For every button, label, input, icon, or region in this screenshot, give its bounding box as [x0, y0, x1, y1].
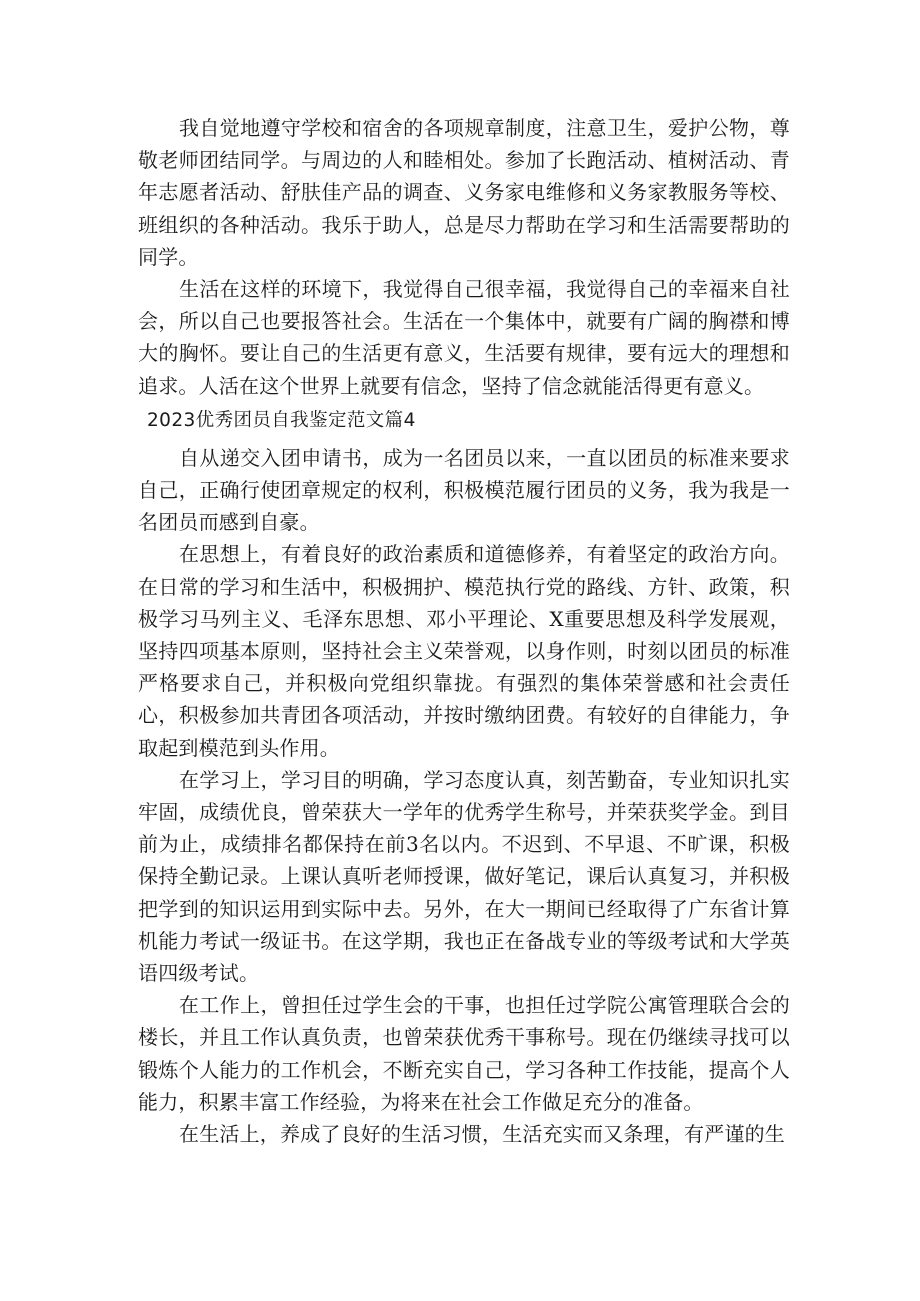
- paragraph-life: 在生活上，养成了良好的生活习惯，生活充实而又条理，有严谨的生: [179, 1122, 785, 1147]
- paragraph-joining-league: 自从递交入团申请书，成为一名团员以来，一直以团员的标准来要求自己，正确行使团章规定的权利，积极模范履行团员的义务，我为我是一名团员而感到自豪。: [138, 445, 790, 535]
- paragraph-study: 在学习上，学习目的明确，学习态度认真，刻苦勤奋，专业知识扎实牢固，成绩优良，曾荣获大一学年的优秀学生称号，并荣获奖学金。到目前为止，成绩排名都保持在前3名以内。不迟到、不早退、不旷课，积极保持全勤记录。上课认真听老师授课，做好笔记，课后认真复习，并积极把学到的知识运用到实际中去。另外，在大一期间已经取得了广东省计算机能力考试一级证书。在这学期，我也正在备战专业的等级考试和大学英语四级考试。: [138, 767, 790, 986]
- paragraph-work: 在工作上，曾担任过学生会的干事，也担任过学院公寓管理联合会的楼长，并且工作认真负责，也曾荣获优秀干事称号。现在仍继续寻找可以锻炼个人能力的工作机会，不断充实自己，学习各种工作技能，提高个人能力，积累丰富工作经验，为将来在社会工作做足充分的准备。: [138, 993, 790, 1114]
- paragraph-ideology: 在思想上，有着良好的政治素质和道德修养，有着坚定的政治方向。在日常的学习和生活中，积极拥护、模范执行党的路线、方针、政策，积极学习马列主义、毛泽东思想、邓小平理论、X重要思想及科学发展观，坚持四项基本原则，坚持社会主义荣誉观，以身作则，时刻以团员的标准严格要求自己，并积极向党组织靠拢。有强烈的集体荣誉感和社会责任心，积极参加共青团各项活动，并按时缴纳团费。有较好的自律能力，争取起到模范到头作用。: [138, 542, 790, 760]
- section-heading: 2023优秀团员自我鉴定范文篇4: [147, 409, 416, 431]
- document-body: [138, 112, 790, 1150]
- paragraph-happiness-and-society: 生活在这样的环境下，我觉得自己很幸福，我觉得自己的幸福来自社会，所以自己也要报答社会。生活在一个集体中，就要有广阔的胸襟和博大的胸怀。要让自己的生活更有意义，生活要有规律，要有远大的理想和追求。人活在这个世界上就要有信念，坚持了信念就能活得更有意义。: [138, 277, 790, 398]
- paragraph-rules-and-activities: 我自觉地遵守学校和宿舍的各项规章制度，注意卫生，爱护公物，尊敬老师团结同学。与周边的人和睦相处。参加了长跑活动、植树活动、青年志愿者活动、舒肤佳产品的调查、义务家电维修和义务家教服务等校、班组织的各种活动。我乐于助人，总是尽力帮助在学习和生活需要帮助的同学。: [138, 116, 790, 269]
